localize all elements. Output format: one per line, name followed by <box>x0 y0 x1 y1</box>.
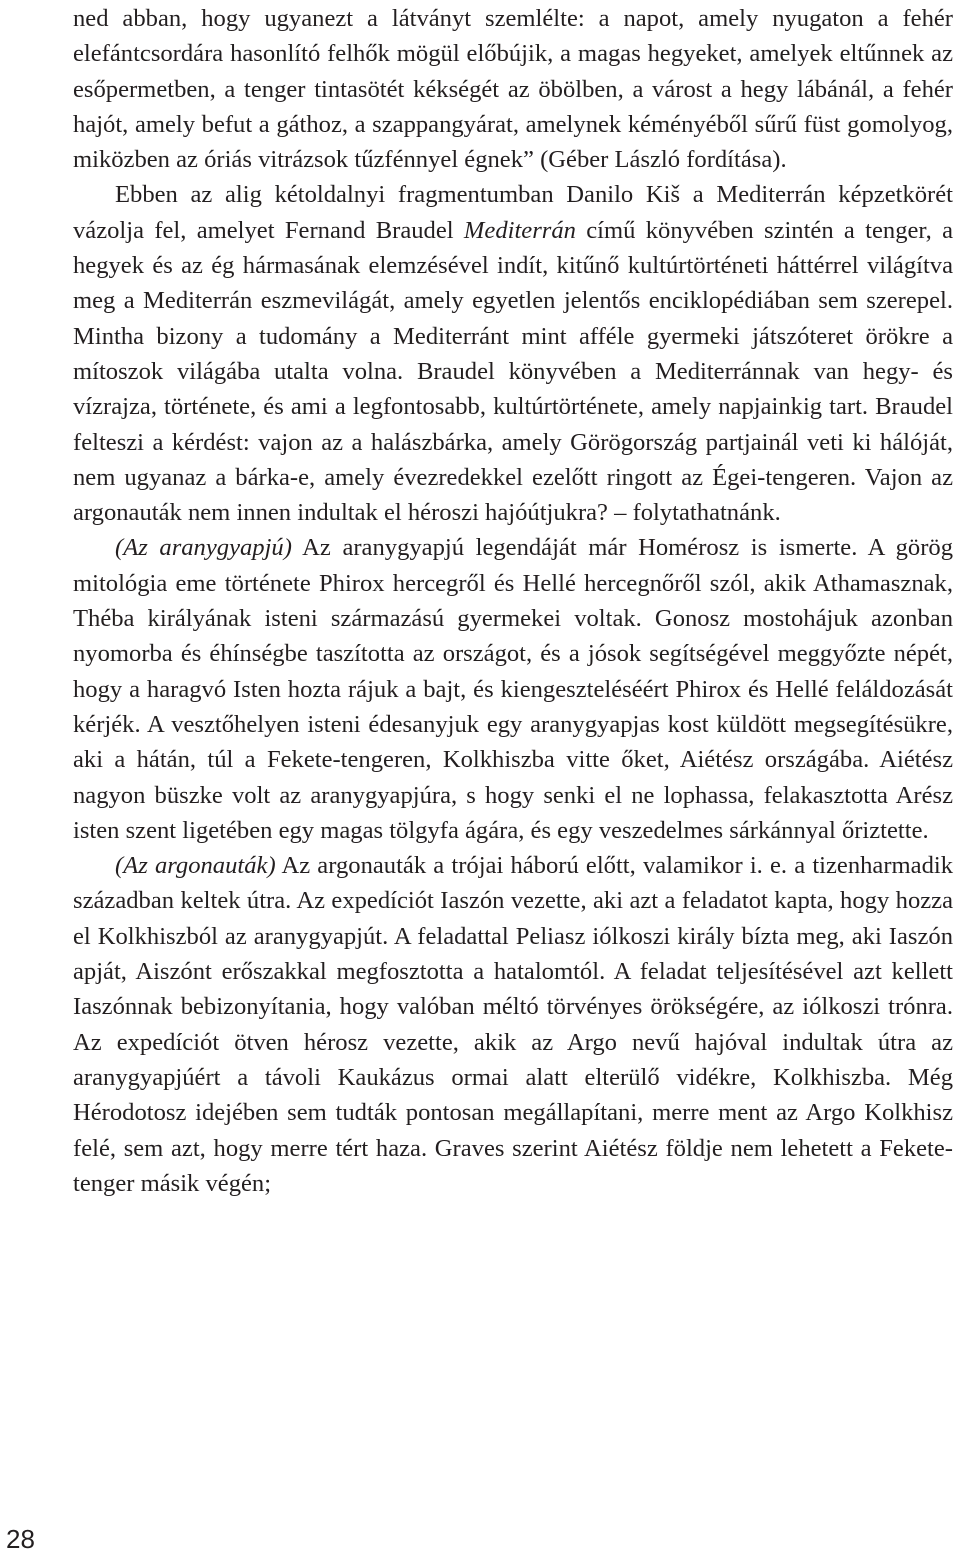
paragraph-text: Ebben az alig kétoldalnyi fragmentumban Danilo Kiš a Mediterrán képzetkörét vázolja fel, amelyet Fernand Braudel <box>73 181 953 244</box>
section-heading-italic: (Az aranygyapjú) <box>115 534 292 562</box>
paragraph-text: Az aranygyapjú legendáját már Homérosz is ismerte. A görög mitológia eme története Phirox hercegről és Hellé hercegnőről szól, akik Athamasznak, Théba királyának isteni származású gyermekei voltak. Gonosz mostohájuk azonban nyomorba és éhínségbe taszította az országot, és a jósok segítségével meggyőzte népét, hogy a haragvó Isten hozta rájuk a bajt, és kiengeszteléséért Phirox és Hellé feláldozását kérjék. A vesztőhelyen isteni édesanyjuk egy aranygyapjas kost küldött megsegítésükre, aki a hátán, túl a Fekete-tengeren, Kolkhiszba vitte őket, Aiétész országába. Aiétész nagyon büszke volt az aranygyapjúra, s hogy senki el ne lophassa, felakasztotta Arész isten szent ligetében egy magas tölgyfa ágára, és egy veszedelmes sárkánnyal őriztette. <box>73 534 954 844</box>
paragraph-text: című könyvében szintén a tenger, a hegyek és az ég hármasának elemzésével indít, kitűnő kultúrtörténeti háttérrel világítva meg a Mediterrán eszmevilágát, amely egyetlen jelentős enciklopédiában sem szerepel. Mintha bizony a tudomány a Mediterránt mint afféle gyermeki játszóteret örökre a mítoszok világába utalta volna. Braudel könyvében a Mediterránnak van hegy- és vízrajza, története, és ami a legfontosabb, kultúrtörténete, amely napjainkig tart. Braudel felteszi a kérdést: vajon az a halászbárka, amely Görögország partjainál veti ki hálóját, nem ugyanaz a bárka-e, amely évezredekkel ezelőtt ringott az Égei-tengeren. Vajon az argonauták nem innen indultak el héroszi hajóútjukra? – folytathatnánk. <box>73 216 953 527</box>
page-number: 28 <box>6 1524 35 1554</box>
paragraph-text: Az argonauták a trójai háború előtt, valamikor i. e. a tizenharmadik században keltek útra. Az expedíciót Iaszón vezette, aki azt a feladatot kapta, hogy hozza el Kolkhiszból az aranygyapjút. A feladattal Peliasz iólkoszi király bízta meg, aki Iaszón apját, Aiszónt erőszakkal megfosztotta a hatalomtól. A feladat teljesítésével azt kellett Iaszónnak bebizonyítania, hogy valóban méltó törvényes örökségére, az iólkoszi trónra. Az expedíciót ötven hérosz vezette, akik az Argo nevű hajóval indultak útra az aranygyapjúért a távoli Kaukázus ormai alatt elterülő vidékre, Kolkhiszba. Még Hérodotosz idejében sem tudták pontosan megállapítani, merre ment az Argo Kolkhisz felé, sem azt, hogy merre tért haza. Graves szerint Aiétész földje nem lehetett a Fekete-tenger másik végén; <box>73 852 953 1197</box>
body-text <box>73 1 953 1201</box>
paragraph-mediterranean <box>73 177 953 530</box>
book-title-italic: Mediterrán <box>463 216 576 244</box>
section-heading-italic: (Az argonauták) <box>115 852 276 880</box>
paragraph-continuation <box>73 1 953 177</box>
paragraph-golden-fleece <box>73 530 953 848</box>
paragraph-text: ned abban, hogy ugyanezt a látványt szemlélte: a napot, amely nyugaton a fehér elefántcsordára hasonlító felhők mögül előbújik, a magas hegyeket, amelyek eltűnnek az esőpermetben, a tenger tintasötét kékségét az öbölben, a várost a hegy lábánál, a fehér hajót, amely befut a gáthoz, a szappangyárat, amelynek kéményéből sűrű füst gomolyog, miközben az óriás vitrázsok tűzfénnyel égnek” (Géber László fordítása). <box>73 5 953 174</box>
paragraph-argonauts <box>73 848 953 1201</box>
